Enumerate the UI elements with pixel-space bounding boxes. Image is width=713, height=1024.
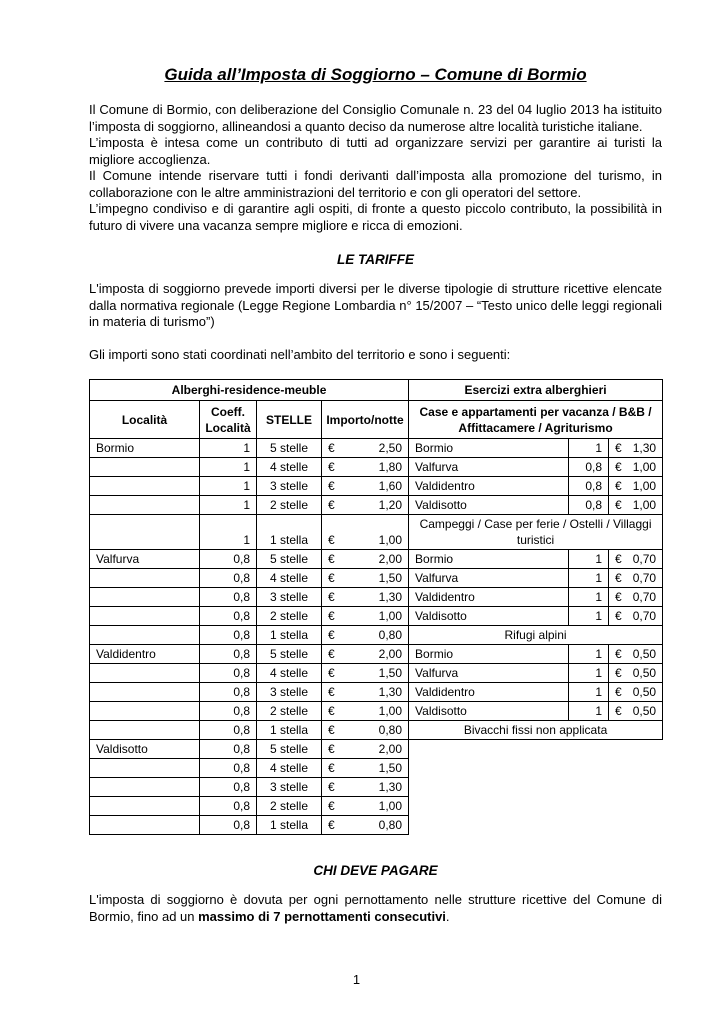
left-stars-cell: 2 stelle <box>257 496 322 515</box>
left-locality-cell <box>90 683 200 702</box>
tariff-row <box>90 477 663 496</box>
left-coeff-cell: 0,8 <box>200 797 257 816</box>
amount: 1,50 <box>378 761 403 776</box>
amount: 0,80 <box>378 628 403 643</box>
price-value <box>328 817 402 833</box>
tariff-row <box>90 569 663 588</box>
amount: 1,50 <box>378 571 403 586</box>
euro-symbol: € <box>328 460 335 475</box>
column-header-coeff-localita: Coeff. Località <box>200 401 257 439</box>
tariff-row <box>90 458 663 477</box>
euro-symbol: € <box>615 704 622 719</box>
amount: 1,00 <box>378 533 403 548</box>
euro-symbol: € <box>615 479 622 494</box>
amount: 1,20 <box>378 498 403 513</box>
right-price-cell <box>609 458 663 477</box>
left-coeff-cell: 0,8 <box>200 626 257 645</box>
price-value <box>328 646 402 662</box>
right-group-header-case-appartamenti: Case e appartamenti per vacanza / B&B / Affittacamere / Agriturismo <box>409 401 663 439</box>
right-locality-cell: Valfurva <box>409 664 569 683</box>
left-price-cell <box>322 515 409 550</box>
right-empty-cell <box>409 740 663 759</box>
price-value <box>615 478 656 494</box>
euro-symbol: € <box>615 666 622 681</box>
pagare-text: L'imposta di soggiorno è dovuta per ogni pernottamento nelle strutture ricettive del Comune di Bormio, fino ad un <box>89 892 662 924</box>
price-value <box>615 703 656 719</box>
right-price-cell <box>609 683 663 702</box>
tariff-row <box>90 515 663 550</box>
left-stars-cell: 4 stelle <box>257 458 322 477</box>
price-value <box>615 684 656 700</box>
intro-paragraph-4: L’impegno condiviso e di garantire agli ospiti, di fronte a questo piccolo contributo, la possibilità in futuro di vivere una vacanza sempre migliore e ricca di emozioni. <box>89 201 662 233</box>
price-value <box>328 703 402 719</box>
left-locality-cell: Valdidentro <box>90 645 200 664</box>
amount: 0,80 <box>378 818 403 833</box>
euro-symbol: € <box>615 609 622 624</box>
right-locality-cell: Valdisotto <box>409 607 569 626</box>
price-value <box>615 440 656 456</box>
tariff-row <box>90 816 663 835</box>
left-stars-cell: 2 stelle <box>257 607 322 626</box>
amount: 1,60 <box>378 479 403 494</box>
price-value <box>328 798 402 814</box>
euro-symbol: € <box>328 685 335 700</box>
amount: 0,50 <box>632 647 657 662</box>
right-coeff-cell: 0,8 <box>569 458 609 477</box>
left-price-cell <box>322 664 409 683</box>
left-locality-cell: Valdisotto <box>90 740 200 759</box>
right-group-label-cell: Rifugi alpini <box>409 626 663 645</box>
tariff-row <box>90 588 663 607</box>
right-locality-cell: Bormio <box>409 439 569 458</box>
euro-symbol: € <box>328 799 335 814</box>
right-locality-cell: Valdidentro <box>409 683 569 702</box>
left-coeff-cell: 1 <box>200 515 257 550</box>
left-stars-cell: 4 stelle <box>257 569 322 588</box>
amount: 0,70 <box>632 571 657 586</box>
right-coeff-cell: 0,8 <box>569 477 609 496</box>
left-price-cell <box>322 778 409 797</box>
euro-symbol: € <box>615 498 622 513</box>
left-locality-cell <box>90 496 200 515</box>
intro-paragraph-3: Il Comune intende riservare tutti i fondi derivanti dall’imposta alla promozione del turismo, in collaborazione con le altre amministrazioni del territorio e con gli operatori del settore. <box>89 168 662 200</box>
right-locality-cell: Valdidentro <box>409 588 569 607</box>
right-locality-cell: Valfurva <box>409 569 569 588</box>
euro-symbol: € <box>328 552 335 567</box>
amount: 2,00 <box>378 552 403 567</box>
price-value <box>328 760 402 776</box>
left-locality-cell <box>90 569 200 588</box>
left-stars-cell: 5 stelle <box>257 645 322 664</box>
euro-symbol: € <box>615 590 622 605</box>
amount: 1,00 <box>632 460 657 475</box>
table-title-row <box>90 380 663 401</box>
right-price-cell <box>609 607 663 626</box>
left-price-cell <box>322 683 409 702</box>
left-stars-cell: 3 stelle <box>257 588 322 607</box>
left-stars-cell: 3 stelle <box>257 683 322 702</box>
right-locality-cell: Bormio <box>409 645 569 664</box>
left-price-cell <box>322 702 409 721</box>
price-value <box>328 779 402 795</box>
right-group-label-cell: Bivacchi fissi non applicata <box>409 721 663 740</box>
right-empty-cell <box>409 759 663 778</box>
euro-symbol: € <box>328 479 335 494</box>
amount: 1,30 <box>378 780 403 795</box>
tariffe-intro-line: Gli importi sono stati coordinati nell’ambito del territorio e sono i seguenti: <box>89 346 511 362</box>
amount: 0,80 <box>378 723 403 738</box>
left-stars-cell: 1 stella <box>257 816 322 835</box>
tariff-row <box>90 439 663 458</box>
left-coeff-cell: 1 <box>200 458 257 477</box>
price-value <box>615 551 656 567</box>
amount: 1,50 <box>378 666 403 681</box>
euro-symbol: € <box>328 647 335 662</box>
right-coeff-cell: 1 <box>569 439 609 458</box>
left-coeff-cell: 0,8 <box>200 550 257 569</box>
amount: 0,50 <box>632 666 657 681</box>
left-price-cell <box>322 721 409 740</box>
right-price-cell <box>609 496 663 515</box>
tariff-row <box>90 645 663 664</box>
euro-symbol: € <box>328 723 335 738</box>
right-price-cell <box>609 664 663 683</box>
left-locality-cell: Valfurva <box>90 550 200 569</box>
left-locality-cell: Bormio <box>90 439 200 458</box>
right-group-label-cell: Campeggi / Case per ferie / Ostelli / Villaggi turistici <box>409 515 663 550</box>
left-table-title: Alberghi-residence-meuble <box>90 380 409 401</box>
left-locality-cell <box>90 797 200 816</box>
tariff-row <box>90 683 663 702</box>
amount: 1,00 <box>378 609 403 624</box>
intro-paragraph-2: L’imposta è intesa come un contributo di tutti ad organizzare servizi per garantire ai turisti la migliore accoglienza. <box>89 135 662 167</box>
euro-symbol: € <box>328 609 335 624</box>
left-locality-cell <box>90 477 200 496</box>
left-stars-cell: 4 stelle <box>257 759 322 778</box>
right-coeff-cell: 1 <box>569 588 609 607</box>
tariff-row <box>90 740 663 759</box>
amount: 0,70 <box>632 590 657 605</box>
right-coeff-cell: 1 <box>569 569 609 588</box>
left-coeff-cell: 0,8 <box>200 702 257 721</box>
euro-symbol: € <box>328 704 335 719</box>
tariff-row <box>90 759 663 778</box>
left-stars-cell: 3 stelle <box>257 778 322 797</box>
left-locality-cell <box>90 778 200 797</box>
right-coeff-cell: 1 <box>569 607 609 626</box>
price-value <box>328 722 402 738</box>
amount: 2,50 <box>378 441 403 456</box>
amount: 1,30 <box>632 441 657 456</box>
tariff-row <box>90 550 663 569</box>
euro-symbol: € <box>615 685 622 700</box>
left-price-cell <box>322 477 409 496</box>
price-value <box>328 684 402 700</box>
tariffe-paragraph: L'imposta di soggiorno prevede importi diversi per le diverse tipologie di strutture ricettive elencate dalla normativa regionale (Legge Regione Lombardia n° 15/2007 – “Testo unico delle leggi regionali in materia di turismo”) <box>89 281 662 330</box>
left-price-cell <box>322 645 409 664</box>
amount: 2,00 <box>378 647 403 662</box>
pagare-bold-text: massimo di 7 pernottamenti consecutivi <box>198 908 446 924</box>
page-content <box>89 0 662 925</box>
amount: 0,50 <box>632 685 657 700</box>
price-value <box>328 478 402 494</box>
price-value <box>328 497 402 513</box>
price-value <box>328 627 402 643</box>
right-price-cell <box>609 702 663 721</box>
column-header-localita: Località <box>90 401 200 439</box>
page-title: Guida all’Imposta di Soggiorno – Comune di Bormio <box>164 65 587 84</box>
column-header-stelle: STELLE <box>257 401 322 439</box>
tariff-row <box>90 778 663 797</box>
left-coeff-cell: 0,8 <box>200 778 257 797</box>
right-coeff-cell: 1 <box>569 664 609 683</box>
price-value <box>328 608 402 624</box>
left-stars-cell: 5 stelle <box>257 740 322 759</box>
amount: 0,70 <box>632 609 657 624</box>
left-coeff-cell: 0,8 <box>200 607 257 626</box>
euro-symbol: € <box>615 647 622 662</box>
left-price-cell <box>322 797 409 816</box>
right-empty-cell <box>409 797 663 816</box>
left-locality-cell <box>90 588 200 607</box>
left-locality-cell <box>90 816 200 835</box>
left-price-cell <box>322 816 409 835</box>
tariff-table-body <box>90 439 663 835</box>
euro-symbol: € <box>328 498 335 513</box>
price-value <box>615 497 656 513</box>
tariff-table <box>89 379 663 835</box>
right-price-cell <box>609 588 663 607</box>
tariff-row <box>90 496 663 515</box>
left-locality-cell <box>90 664 200 683</box>
price-value <box>615 665 656 681</box>
tariff-row <box>90 702 663 721</box>
amount: 1,80 <box>378 460 403 475</box>
euro-symbol: € <box>328 818 335 833</box>
amount: 2,00 <box>378 742 403 757</box>
left-stars-cell: 1 stella <box>257 515 322 550</box>
right-locality-cell: Valfurva <box>409 458 569 477</box>
tariff-row <box>90 607 663 626</box>
right-price-cell <box>609 439 663 458</box>
price-value <box>328 532 402 548</box>
left-coeff-cell: 0,8 <box>200 683 257 702</box>
amount: 1,00 <box>632 498 657 513</box>
euro-symbol: € <box>328 628 335 643</box>
left-coeff-cell: 0,8 <box>200 569 257 588</box>
tariff-row <box>90 626 663 645</box>
right-price-cell <box>609 477 663 496</box>
left-locality-cell <box>90 759 200 778</box>
section-heading-chi-deve-pagare: CHI DEVE PAGARE <box>313 863 438 879</box>
euro-symbol: € <box>328 780 335 795</box>
left-locality-cell <box>90 607 200 626</box>
right-locality-cell: Bormio <box>409 550 569 569</box>
right-empty-cell <box>409 816 663 835</box>
left-locality-cell <box>90 515 200 550</box>
right-locality-cell: Valdisotto <box>409 496 569 515</box>
price-value <box>615 459 656 475</box>
left-price-cell <box>322 458 409 477</box>
euro-symbol: € <box>615 552 622 567</box>
left-coeff-cell: 1 <box>200 477 257 496</box>
left-price-cell <box>322 569 409 588</box>
right-empty-cell <box>409 778 663 797</box>
left-price-cell <box>322 607 409 626</box>
left-coeff-cell: 0,8 <box>200 740 257 759</box>
euro-symbol: € <box>328 666 335 681</box>
price-value <box>615 608 656 624</box>
right-locality-cell: Valdidentro <box>409 477 569 496</box>
right-locality-cell: Valdisotto <box>409 702 569 721</box>
euro-symbol: € <box>328 742 335 757</box>
tariff-row <box>90 721 663 740</box>
amount: 1,00 <box>378 799 403 814</box>
left-coeff-cell: 0,8 <box>200 759 257 778</box>
right-table-title: Esercizi extra alberghieri <box>409 380 663 401</box>
right-coeff-cell: 1 <box>569 645 609 664</box>
left-stars-cell: 4 stelle <box>257 664 322 683</box>
left-coeff-cell: 1 <box>200 439 257 458</box>
right-coeff-cell: 1 <box>569 550 609 569</box>
tariff-row <box>90 797 663 816</box>
left-price-cell <box>322 626 409 645</box>
column-header-importo-notte: Importo/notte <box>322 401 409 439</box>
euro-symbol: € <box>615 441 622 456</box>
left-locality-cell <box>90 702 200 721</box>
left-coeff-cell: 0,8 <box>200 721 257 740</box>
left-stars-cell: 2 stelle <box>257 702 322 721</box>
right-coeff-cell: 1 <box>569 683 609 702</box>
left-locality-cell <box>90 458 200 477</box>
price-value <box>328 440 402 456</box>
right-coeff-cell: 1 <box>569 702 609 721</box>
left-price-cell <box>322 759 409 778</box>
left-stars-cell: 3 stelle <box>257 477 322 496</box>
price-value <box>615 570 656 586</box>
left-locality-cell <box>90 721 200 740</box>
price-value <box>615 589 656 605</box>
euro-symbol: € <box>328 761 335 776</box>
left-price-cell <box>322 588 409 607</box>
right-price-cell <box>609 645 663 664</box>
tariff-row <box>90 664 663 683</box>
intro-paragraph-1: Il Comune di Bormio, con deliberazione del Consiglio Comunale n. 23 del 04 luglio 2013 ha istituito l’imposta di soggiorno, allineandosi a quanto deciso da numerose altre località turistiche italiane. <box>89 102 662 134</box>
left-coeff-cell: 1 <box>200 496 257 515</box>
right-price-cell <box>609 550 663 569</box>
page-number: 1 <box>352 972 361 987</box>
pagare-text-end: . <box>445 908 450 924</box>
amount: 1,00 <box>378 704 403 719</box>
left-stars-cell: 5 stelle <box>257 439 322 458</box>
left-stars-cell: 1 stella <box>257 721 322 740</box>
left-coeff-cell: 0,8 <box>200 645 257 664</box>
left-stars-cell: 1 stella <box>257 626 322 645</box>
left-locality-cell <box>90 626 200 645</box>
price-value <box>328 665 402 681</box>
amount: 0,50 <box>632 704 657 719</box>
intro-section <box>89 102 662 234</box>
price-value <box>328 741 402 757</box>
left-stars-cell: 5 stelle <box>257 550 322 569</box>
amount: 1,30 <box>378 685 403 700</box>
left-stars-cell: 2 stelle <box>257 797 322 816</box>
pagare-paragraph <box>89 892 662 925</box>
amount: 1,30 <box>378 590 403 605</box>
left-price-cell <box>322 550 409 569</box>
price-value <box>328 551 402 567</box>
section-heading-tariffe: LE TARIFFE <box>337 252 414 268</box>
left-price-cell <box>322 496 409 515</box>
euro-symbol: € <box>328 590 335 605</box>
amount: 1,00 <box>632 479 657 494</box>
left-price-cell <box>322 439 409 458</box>
euro-symbol: € <box>328 441 335 456</box>
price-value <box>328 589 402 605</box>
euro-symbol: € <box>615 460 622 475</box>
price-value <box>328 570 402 586</box>
right-price-cell <box>609 569 663 588</box>
table-header-row <box>90 401 663 439</box>
left-price-cell <box>322 740 409 759</box>
left-coeff-cell: 0,8 <box>200 588 257 607</box>
euro-symbol: € <box>615 571 622 586</box>
left-coeff-cell: 0,8 <box>200 816 257 835</box>
price-value <box>328 459 402 475</box>
price-value <box>615 646 656 662</box>
right-coeff-cell: 0,8 <box>569 496 609 515</box>
euro-symbol: € <box>328 571 335 586</box>
left-coeff-cell: 0,8 <box>200 664 257 683</box>
euro-symbol: € <box>328 533 335 548</box>
amount: 0,70 <box>632 552 657 567</box>
